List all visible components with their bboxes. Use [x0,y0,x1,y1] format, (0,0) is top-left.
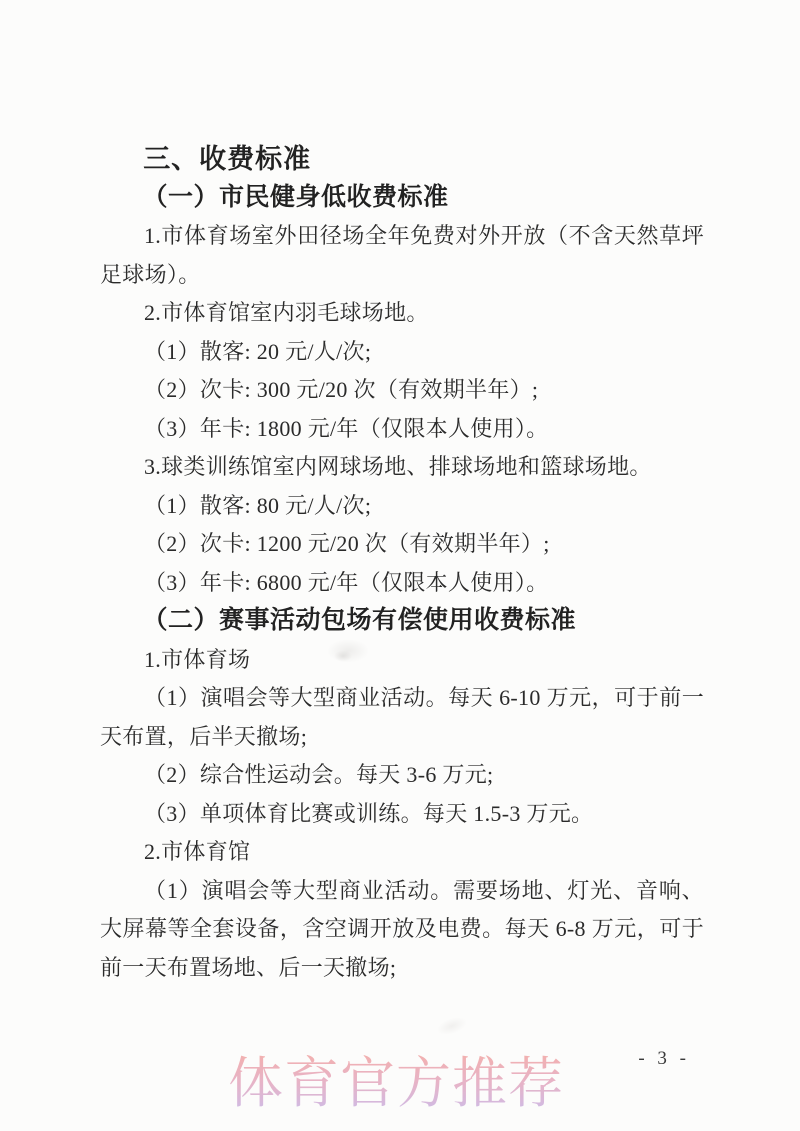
doc-paragraph: （2）次卡: 1200 元/20 次（有效期半年）; [144,531,550,556]
doc-paragraph: 3.球类训练馆室内网球场地、排球场地和篮球场地。 [144,454,652,479]
watermark-text: 体育官方推荐 [228,1046,564,1122]
doc-paragraph: （1）散客: 80 元/人/次; [144,492,372,518]
doc-paragraph: （3）单项体育比赛或训练。每天 1.5-3 万元。 [144,800,594,826]
doc-paragraph: 2.市体育馆 [144,839,251,864]
doc-paragraph: （1）散客: 20 元/人/次; [144,338,372,364]
subsection-heading: （一）市民健身低收费标准 [142,183,449,211]
subsection-heading: （二）赛事活动包场有偿使用收费标准 [142,607,577,634]
doc-paragraph: 1.市体育场 [144,646,251,672]
doc-paragraph: （1）演唱会等大型商业活动。需要场地、灯光、音响、大屏幕等全套设备，含空调开放及电费。每天 6-8 万元，可于前一天布置场地、后一天撤场; [100,877,704,980]
doc-paragraph: 2.市体育馆室内羽毛球场地。 [144,300,429,325]
doc-paragraph: （3）年卡: 1800 元/年（仅限本人使用）。 [144,415,549,441]
doc-paragraph: 1.市体育场室外田径场全年免费对外开放（不含天然草坪足球场）。 [100,223,704,287]
doc-paragraph: （2）次卡: 300 元/20 次（有效期半年）; [144,377,539,402]
doc-paragraph: （2）综合性运动会。每天 3-6 万元; [144,762,494,787]
scan-smudge [428,1009,477,1044]
section-heading: 三、收费标准 [143,144,312,174]
doc-paragraph: （3）年卡: 6800 元/年（仅限本人使用）。 [144,569,549,595]
doc-paragraph: （1）演唱会等大型商业活动。每天 6-10 万元，可于前一天布置，后半天撤场; [100,685,704,749]
page-number: - 3 - [638,1048,690,1069]
document-body [100,140,704,987]
